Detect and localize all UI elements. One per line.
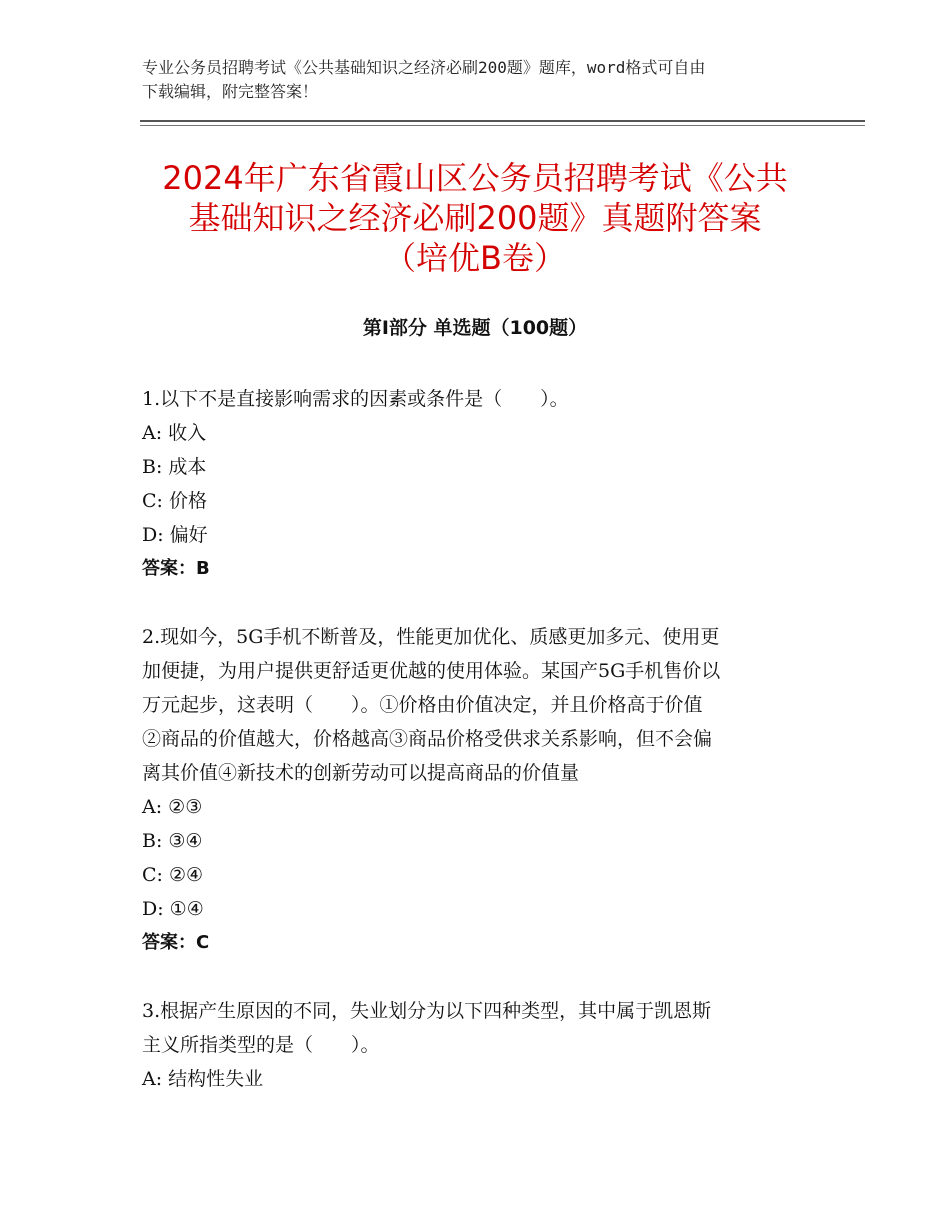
option-c: C: 价格 [142,490,207,512]
header-line-1: 专业公务员招聘考试《公共基础知识之经济必刷200题》题库，word格式可自由 [142,58,706,77]
option-a: A: 收入 [142,422,207,444]
document-header [142,56,812,104]
question-2 [142,620,822,960]
section-heading: 第Ⅰ部分 单选题（100题） [362,317,588,339]
question-stem-line: 加便捷，为用户提供更舒适更优越的使用体验。某国产5G手机售价以 [142,660,721,682]
answer: 答案：B [142,558,210,579]
question-1 [142,382,822,586]
option-d: D: 偏好 [142,524,208,546]
option-b: B: 成本 [142,456,207,478]
question-stem: 1.以下不是直接影响需求的因素或条件是（ ）。 [142,388,569,410]
question-3 [142,994,822,1096]
header-divider-thin [140,125,865,126]
question-stem-line: 主义所指类型的是（ ）。 [142,1034,380,1056]
title-line-1: 2024年广东省霞山区公务员招聘考试《公共 [162,159,788,197]
question-stem-line: 3.根据产生原因的不同，失业划分为以下四种类型，其中属于凯恩斯 [142,1000,712,1022]
title-line-3: （培优B卷） [384,239,566,277]
document-title [120,158,830,278]
option-b: B: ③④ [142,830,203,852]
option-d: D: ①④ [142,898,204,920]
option-c: C: ②④ [142,864,204,886]
question-stem-line: ②商品的价值越大，价格越高③商品价格受供求关系影响，但不会偏 [142,728,713,750]
question-stem-line: 万元起步，这表明（ ）。①价格由价值决定，并且价格高于价值 [142,694,703,716]
question-stem-line: 离其价值④新技术的创新劳动可以提高商品的价值量 [142,762,580,784]
question-stem-line: 2.现如今，5G手机不断普及，性能更加优化、质感更加多元、使用更 [142,626,720,648]
answer: 答案：C [142,932,210,953]
question-list [142,382,822,1130]
header-line-2: 下载编辑，附完整答案！ [142,82,319,101]
option-a: A: 结构性失业 [142,1068,264,1090]
option-a: A: ②③ [142,796,203,818]
title-line-2: 基础知识之经济必刷200题》真题附答案 [188,199,762,237]
header-divider-thick [140,120,865,122]
